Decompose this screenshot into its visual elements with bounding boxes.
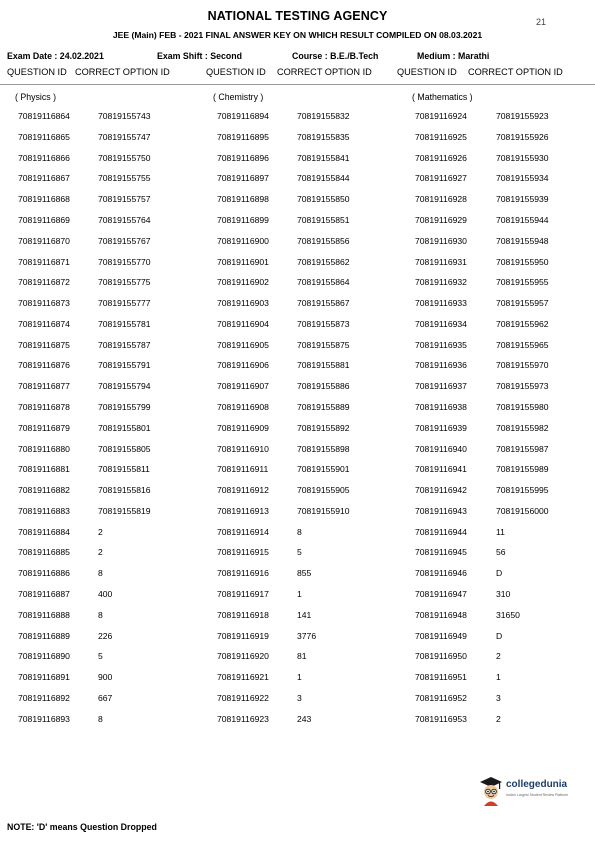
correct-option-cell: 56 xyxy=(496,547,506,558)
correct-option-cell: 70819155905 xyxy=(297,485,350,495)
correct-option-cell: 70819155862 xyxy=(297,256,350,267)
correct-option-cell: 70819155851 xyxy=(297,214,350,225)
correct-option-cell: 310 xyxy=(496,588,511,599)
correct-option-cell: 70819155889 xyxy=(297,401,350,412)
question-id-cell: 70819116899 xyxy=(217,214,269,225)
question-id-cell: 70819116948 xyxy=(415,609,467,620)
correct-option-cell: 70819155980 xyxy=(496,401,549,412)
question-id-cell: 70819116934 xyxy=(415,318,467,329)
correct-option-cell: 70819155867 xyxy=(297,298,350,308)
correct-option-cell: 70819155944 xyxy=(496,214,549,225)
correct-option-cell: 70819155750 xyxy=(98,152,151,163)
question-id-cell: 70819116886 xyxy=(18,568,70,579)
dropped-question-note: NOTE: 'D' means Question Dropped xyxy=(7,822,157,832)
question-id-cell: 70819116872 xyxy=(18,277,70,288)
question-id-cell: 70819116874 xyxy=(18,318,70,329)
correct-option-cell: 70819155973 xyxy=(496,381,549,392)
question-id-cell: 70819116943 xyxy=(415,505,467,516)
correct-option-cell: 70819155743 xyxy=(98,111,151,121)
correct-option-cell: 70819155970 xyxy=(496,360,549,371)
question-id-cell: 70819116944 xyxy=(415,526,467,537)
correct-option-cell: 70819155898 xyxy=(297,443,350,454)
correct-option-cell: 141 xyxy=(297,609,312,620)
correct-option-cell: 70819155987 xyxy=(496,443,549,454)
correct-option-cell: 70819155926 xyxy=(496,131,549,142)
correct-option-cell: 70819155787 xyxy=(98,339,151,350)
medium: Medium : Marathi xyxy=(417,51,490,61)
correct-option-cell: 70819155950 xyxy=(496,256,549,267)
correct-option-cell: 70819155801 xyxy=(98,422,151,433)
question-id-cell: 70819116880 xyxy=(18,443,70,454)
correct-option-cell: 70819155995 xyxy=(496,485,549,495)
question-id-cell: 70819116870 xyxy=(18,235,70,246)
correct-option-cell: 70819155881 xyxy=(297,360,350,371)
correct-option-cell: 8 xyxy=(98,713,103,724)
question-id-cell: 70819116869 xyxy=(18,214,70,225)
correct-option-cell: 3 xyxy=(297,692,302,703)
correct-option-cell: 70819156000 xyxy=(496,505,549,516)
correct-option-cell: 81 xyxy=(297,651,307,662)
correct-option-cell: 70819155794 xyxy=(98,381,151,392)
correct-option-cell: 70819155816 xyxy=(98,485,151,495)
correct-option-cell: 8 xyxy=(297,526,302,537)
correct-option-cell: 70819155850 xyxy=(297,194,350,205)
question-id-cell: 70819116951 xyxy=(415,672,467,683)
question-id-cell: 70819116883 xyxy=(18,505,70,516)
header-divider xyxy=(0,84,595,85)
correct-option-cell: 70819155841 xyxy=(297,152,350,163)
question-id-cell: 70819116947 xyxy=(415,588,467,599)
correct-option-cell: 243 xyxy=(297,713,312,724)
column-header-correct-option: CORRECT OPTION ID xyxy=(468,67,563,77)
question-id-cell: 70819116903 xyxy=(217,298,269,308)
question-id-cell: 70819116920 xyxy=(217,651,269,662)
question-id-cell: 70819116938 xyxy=(415,401,467,412)
question-id-cell: 70819116940 xyxy=(415,443,467,454)
correct-option-cell: 70819155775 xyxy=(98,277,151,288)
section-label-physics: ( Physics ) xyxy=(15,92,57,102)
correct-option-cell: 3776 xyxy=(297,630,317,641)
collegedunia-logo xyxy=(479,774,579,810)
question-id-cell: 70819116878 xyxy=(18,401,70,412)
correct-option-cell: 70819155892 xyxy=(297,422,350,433)
correct-option-cell: 70819155767 xyxy=(98,235,151,246)
agency-title: NATIONAL TESTING AGENCY xyxy=(207,9,388,23)
correct-option-cell: D xyxy=(496,568,503,579)
column-header-question-id: QUESTION ID xyxy=(7,67,67,77)
question-id-cell: 70819116909 xyxy=(217,422,269,433)
correct-option-cell: 70819155962 xyxy=(496,318,549,329)
question-id-cell: 70819116887 xyxy=(18,588,70,599)
correct-option-cell: 70819155873 xyxy=(297,318,350,329)
question-id-cell: 70819116910 xyxy=(217,443,269,454)
question-id-cell: 70819116925 xyxy=(415,131,467,142)
correct-option-cell: 70819155856 xyxy=(297,235,350,246)
correct-option-cell: 2 xyxy=(98,547,103,558)
correct-option-cell: 70819155819 xyxy=(98,505,151,516)
question-id-cell: 70819116907 xyxy=(217,381,269,392)
question-id-cell: 70819116919 xyxy=(217,630,269,641)
column-header-question-id: QUESTION ID xyxy=(397,67,457,77)
correct-option-cell: 855 xyxy=(297,568,312,579)
question-id-cell: 70819116897 xyxy=(217,173,269,184)
correct-option-cell: 70819155835 xyxy=(297,131,350,142)
exam-date: Exam Date : 24.02.2021 xyxy=(7,51,104,61)
correct-option-cell: 70819155939 xyxy=(496,194,549,205)
correct-option-cell: 70819155923 xyxy=(496,111,549,121)
question-id-cell: 70819116921 xyxy=(217,672,269,683)
correct-option-cell: 70819155886 xyxy=(297,381,350,392)
question-id-cell: 70819116882 xyxy=(18,485,70,495)
logo-wordmark: collegedunia xyxy=(506,779,568,790)
question-id-cell: 70819116864 xyxy=(18,111,70,121)
question-id-cell: 70819116901 xyxy=(217,256,269,267)
question-id-cell: 70819116939 xyxy=(415,422,467,433)
correct-option-cell: 70819155764 xyxy=(98,214,151,225)
section-label-mathematics: ( Mathematics ) xyxy=(412,92,473,102)
correct-option-cell: 5 xyxy=(297,547,302,558)
question-id-cell: 70819116942 xyxy=(415,485,467,495)
question-id-cell: 70819116937 xyxy=(415,381,467,392)
correct-option-cell: 70819155832 xyxy=(297,111,350,121)
question-id-cell: 70819116891 xyxy=(18,672,70,683)
question-id-cell: 70819116868 xyxy=(18,194,70,205)
correct-option-cell: 1 xyxy=(297,672,302,683)
question-id-cell: 70819116876 xyxy=(18,360,70,371)
correct-option-cell: 70819155770 xyxy=(98,256,151,267)
correct-option-cell: 70819155747 xyxy=(98,131,151,142)
question-id-cell: 70819116932 xyxy=(415,277,467,288)
graduate-mascot-icon xyxy=(479,776,503,806)
correct-option-cell: 70819155965 xyxy=(496,339,549,350)
question-id-cell: 70819116945 xyxy=(415,547,467,558)
correct-option-cell: 70819155934 xyxy=(496,173,549,184)
question-id-cell: 70819116895 xyxy=(217,131,269,142)
correct-option-cell: 900 xyxy=(98,672,113,683)
question-id-cell: 70819116933 xyxy=(415,298,467,308)
question-id-cell: 70819116949 xyxy=(415,630,467,641)
correct-option-cell: 1 xyxy=(496,672,501,683)
question-id-cell: 70819116905 xyxy=(217,339,269,350)
question-id-cell: 70819116885 xyxy=(18,547,70,558)
correct-option-cell: 11 xyxy=(496,526,505,537)
correct-option-cell: 5 xyxy=(98,651,103,662)
correct-option-cell: 70819155844 xyxy=(297,173,350,184)
question-id-cell: 70819116867 xyxy=(18,173,70,184)
question-id-cell: 70819116902 xyxy=(217,277,269,288)
correct-option-cell: 70819155864 xyxy=(297,277,350,288)
correct-option-cell: D xyxy=(496,630,503,641)
question-id-cell: 70819116929 xyxy=(415,214,467,225)
correct-option-cell: 70819155777 xyxy=(98,298,151,308)
question-id-cell: 70819116877 xyxy=(18,381,70,392)
correct-option-cell: 8 xyxy=(98,609,103,620)
column-header-question-id: QUESTION ID xyxy=(206,67,266,77)
question-id-cell: 70819116946 xyxy=(415,568,467,579)
question-id-cell: 70819116924 xyxy=(415,111,467,121)
question-id-cell: 70819116935 xyxy=(415,339,467,350)
question-id-cell: 70819116927 xyxy=(415,173,467,184)
question-id-cell: 70819116890 xyxy=(18,651,70,662)
correct-option-cell: 70819155799 xyxy=(98,401,151,412)
question-id-cell: 70819116936 xyxy=(415,360,467,371)
column-header-correct-option: CORRECT OPTION ID xyxy=(277,67,372,77)
correct-option-cell: 31650 xyxy=(496,609,520,620)
question-id-cell: 70819116926 xyxy=(415,152,467,163)
section-label-chemistry: ( Chemistry ) xyxy=(213,92,264,102)
correct-option-cell: 70819155781 xyxy=(98,318,151,329)
correct-option-cell: 70819155805 xyxy=(98,443,151,454)
question-id-cell: 70819116866 xyxy=(18,152,70,163)
correct-option-cell: 2 xyxy=(98,526,103,537)
question-id-cell: 70819116912 xyxy=(217,485,269,495)
correct-option-cell: 400 xyxy=(98,588,113,599)
correct-option-cell: 2 xyxy=(496,651,501,662)
question-id-cell: 70819116889 xyxy=(18,630,70,641)
correct-option-cell: 70819155957 xyxy=(496,298,549,308)
answer-key-subtitle: JEE (Main) FEB - 2021 FINAL ANSWER KEY ON WHICH RESULT COMPILED ON 08.03.2021 xyxy=(112,30,483,40)
correct-option-cell: 70819155811 xyxy=(98,464,150,475)
question-id-cell: 70819116923 xyxy=(217,713,269,724)
question-id-cell: 70819116915 xyxy=(217,547,269,558)
question-id-cell: 70819116913 xyxy=(217,505,269,516)
question-id-cell: 70819116881 xyxy=(18,464,70,475)
logo-tagline: India's Largest Student Review Platform xyxy=(506,793,569,797)
question-id-cell: 70819116914 xyxy=(217,526,269,537)
question-id-cell: 70819116950 xyxy=(415,651,467,662)
question-id-cell: 70819116875 xyxy=(18,339,70,350)
correct-option-cell: 70819155982 xyxy=(496,422,549,433)
correct-option-cell: 70819155901 xyxy=(297,464,350,475)
question-id-cell: 70819116917 xyxy=(217,588,269,599)
correct-option-cell: 8 xyxy=(98,568,103,579)
question-id-cell: 70819116953 xyxy=(415,713,467,724)
correct-option-cell: 2 xyxy=(496,713,501,724)
column-header-correct-option: CORRECT OPTION ID xyxy=(75,67,170,77)
question-id-cell: 70819116884 xyxy=(18,526,70,537)
correct-option-cell: 3 xyxy=(496,692,501,703)
correct-option-cell: 70819155755 xyxy=(98,173,151,184)
correct-option-cell: 70819155930 xyxy=(496,152,549,163)
correct-option-cell: 70819155875 xyxy=(297,339,350,350)
question-id-cell: 70819116952 xyxy=(415,692,467,703)
question-id-cell: 70819116888 xyxy=(18,609,70,620)
question-id-cell: 70819116931 xyxy=(415,256,467,267)
question-id-cell: 70819116898 xyxy=(217,194,269,205)
correct-option-cell: 70819155948 xyxy=(496,235,549,246)
question-id-cell: 70819116871 xyxy=(18,256,70,267)
question-id-cell: 70819116930 xyxy=(415,235,467,246)
exam-shift: Exam Shift : Second xyxy=(157,51,243,61)
correct-option-cell: 70819155910 xyxy=(297,505,350,516)
question-id-cell: 70819116908 xyxy=(217,401,269,412)
correct-option-cell: 667 xyxy=(98,692,113,703)
course: Course : B.E./B.Tech xyxy=(292,51,379,61)
correct-option-cell: 70819155757 xyxy=(98,194,151,205)
correct-option-cell: 70819155955 xyxy=(496,277,549,288)
question-id-cell: 70819116900 xyxy=(217,235,269,246)
question-id-cell: 70819116904 xyxy=(217,318,269,329)
correct-option-cell: 70819155989 xyxy=(496,464,549,475)
question-id-cell: 70819116896 xyxy=(217,152,269,163)
question-id-cell: 70819116865 xyxy=(18,131,70,142)
question-id-cell: 70819116892 xyxy=(18,692,70,703)
correct-option-cell: 1 xyxy=(297,588,302,599)
correct-option-cell: 70819155791 xyxy=(98,360,151,371)
question-id-cell: 70819116916 xyxy=(217,568,269,579)
question-id-cell: 70819116911 xyxy=(217,464,269,475)
question-id-cell: 70819116906 xyxy=(217,360,269,371)
question-id-cell: 70819116918 xyxy=(217,609,269,620)
question-id-cell: 70819116873 xyxy=(18,298,70,308)
correct-option-cell: 226 xyxy=(98,630,113,641)
question-id-cell: 70819116941 xyxy=(415,464,467,475)
page-number: 21 xyxy=(536,17,547,27)
question-id-cell: 70819116922 xyxy=(217,692,269,703)
question-id-cell: 70819116894 xyxy=(217,111,269,121)
question-id-cell: 70819116928 xyxy=(415,194,467,205)
question-id-cell: 70819116879 xyxy=(18,422,70,433)
question-id-cell: 70819116893 xyxy=(18,713,70,724)
